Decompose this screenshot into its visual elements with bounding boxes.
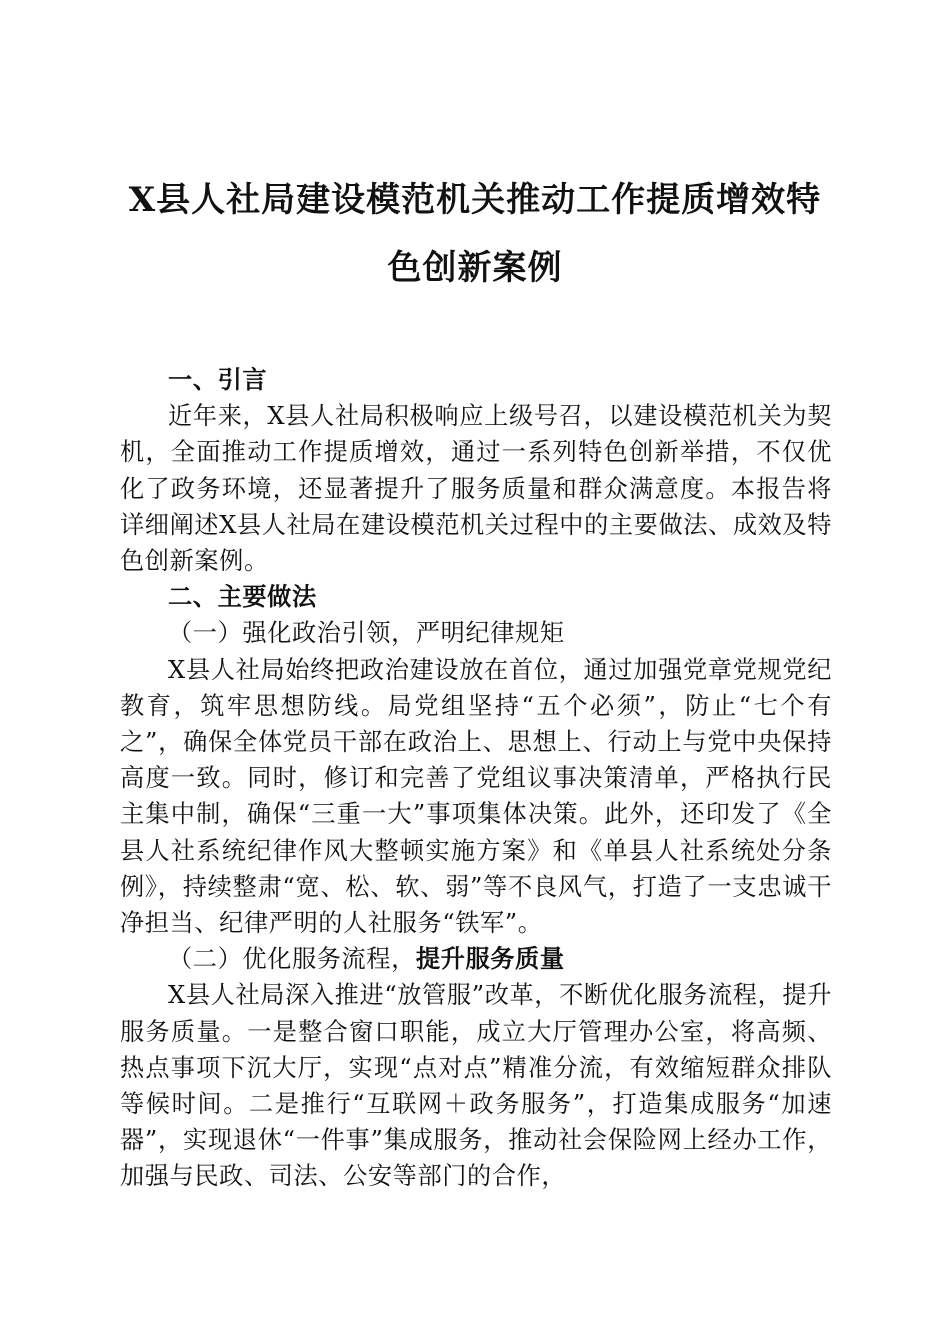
document-title-line-1: X县人社局建设模范机关推动工作提质增效特 xyxy=(128,180,822,220)
document-body xyxy=(120,362,832,1195)
service-paragraph: X县人社局深入推进“放管服”改革，不断优化服务流程，提升服务质量。一是整合窗口职能，成立大厅管理办公室，将高频、热点事项下沉大厅，实现“点对点”精准分流，有效缩短群众排队等候时间。二是推行“互联网＋政务服务”，打造集成服务“加速器”，实现退休“一件事”集成服务，推动社会保险网上经办工作，加强与民政、司法、公安等部门的合作， xyxy=(120,981,832,1191)
subsection-heading-service-lead: （二）优化服务流程， xyxy=(168,945,416,974)
intro-paragraph: 近年来，X县人社局积极响应上级号召，以建设模范机关为契机，全面推动工作提质增效，通过一系列特色创新举措，不仅优化了政务环境，还显著提升了服务质量和群众满意度。本报告将详细阐述X县人社局在建设模范机关过程中的主要做法、成效及特色创新案例。 xyxy=(120,402,832,576)
subsection-heading-service xyxy=(120,941,832,977)
subsection-heading-political: （一）强化政治引领，严明纪律规矩 xyxy=(168,619,565,648)
document-title-line-2: 色创新案例 xyxy=(387,248,563,288)
political-paragraph: X县人社局始终把政治建设放在首位，通过加强党章党规党纪教育，筑牢思想防线。局党组坚持“五个必须”，防止“七个有之”，确保全体党员干部在政治上、思想上、行动上与党中央保持高度一致。同时，修订和完善了党组议事决策清单，严格执行民主集中制，确保“三重一大”事项集体决策。此外，还印发了《全县人社系统纪律作风大整顿实施方案》和《单县人社系统处分条例》，持续整肃“宽、松、软、弱”等不良风气，打造了一支忠诚干净担当、纪律严明的人社服务“铁军”。 xyxy=(120,655,832,938)
section-heading-methods: 二、主要做法 xyxy=(168,582,317,612)
subsection-heading-service-bold: 提升服务质量 xyxy=(415,944,565,974)
section-heading-intro: 一、引言 xyxy=(168,365,268,394)
